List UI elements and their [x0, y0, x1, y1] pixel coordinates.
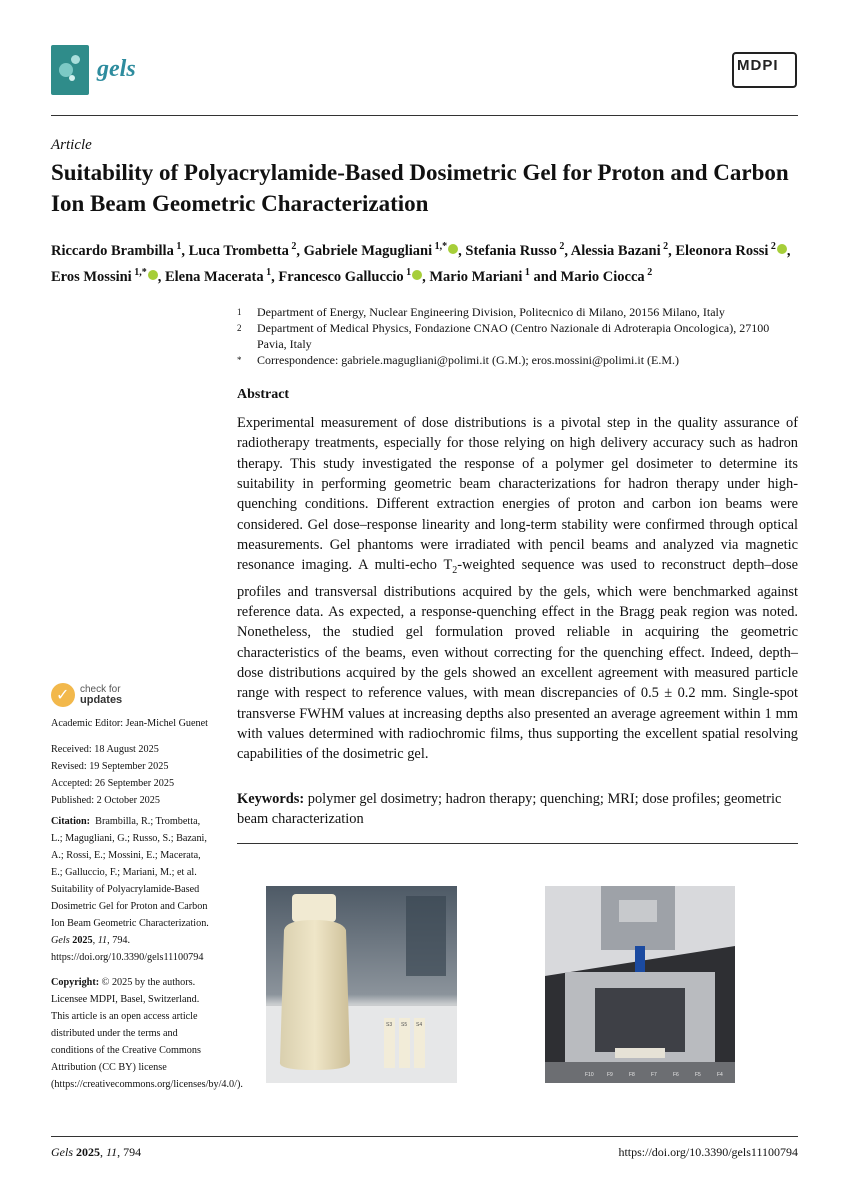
author-name: Mario Mariani [429, 268, 523, 285]
bottle-cap [292, 894, 336, 922]
author-name: Stefania Russo [465, 242, 557, 259]
academic-editor: Academic Editor: Jean-Michel Guenet [51, 718, 208, 729]
table-label: F4 [717, 1072, 723, 1078]
svg-text:S3S5S4 [386, 1022, 422, 1028]
table-label: F6 [673, 1072, 679, 1078]
author-name: Alessia Bazani [570, 242, 661, 259]
cuvette-label: S3 [386, 1022, 393, 1028]
beam-nozzle [635, 946, 645, 976]
article-type: Article [51, 137, 92, 153]
footer-citation: Gels 2025, 11, 794 [51, 1145, 142, 1159]
article-title: Suitability of Polyacrylamide-Based Dosimetric Gel for Proton and Carbon Ion Beam Geometric Characterization [51, 160, 789, 216]
author-name: Francesco Galluccio [278, 268, 404, 285]
citation: Citation: Brambilla, R.; Trombetta, L.; Magugliani, G.; Russo, S.; Bazani, A.; Rossi, E.; Mossini, E.; Macerata, E.; Galluccio, F.; Mariani, M.; et al. Suitability of Polyacrylamide-Based Dosimetric Gel for Proton and Carbon Ion Beam Geometric Characterization. Gels 2025, 11, 794. https://doi.org/10.3390/gels11100794 [51, 816, 209, 963]
abstract-text: Experimental measurement of dose distributions is a pivotal step in the quality assurance of radiotherapy treatments, especially for those relying on high delivery accuracy such as hadron therapy. This study investigated the response of a polymer gel dosimeter to determine its suitability in performing geometric beam characterizations for hadron therapy under high-quenching conditions. Different extraction energies of proton and carbon ion beams were considered. Gel dose–response linearity and long-term stability were confirmed through optical measurements. Gel phantoms were irradiated with pencil beams and analyzed via magnetic resonance imaging. A multi-echo $T_2$-weighted sequence was used to reconstruct depth–dose profiles and transversal distributions acquired by the gels, which were benchmarked against reference data. As expected, a response-quenching effect in the Bragg peak region was noted. Nonetheless, the studied gel formulation proved reliable in acquiring the geometric characteristics of the beams, even without correcting for the quenching effect. Indeed, depth–dose distributions acquired by the gels showed an excellent agreement with measured particle range with respect to reference values, with mean discrepancies of 0.5 ± 0.2 mm. Single-spot transverse FWHM values at increasing depths also presented an average agreement within 1 mm with values determined with radiochromic films, thus supporting the excellent spatial resolving capabilities of the dosimetric gel. [237, 415, 798, 763]
gel-bottle [280, 920, 350, 1070]
beam-setup-photo [545, 886, 735, 1083]
author-name: Luca Trombetta [188, 242, 289, 259]
table-label: F7 [651, 1072, 657, 1078]
abstract-rule [237, 843, 798, 844]
gel-phantom [615, 1048, 665, 1058]
author-name: Eleonora Rossi [675, 242, 769, 259]
affiliation: 1 Department of Energy, Nuclear Engineering Division, Politecnico di Milano, 20156 Milano, Italy [237, 305, 725, 319]
table-label: F5 [695, 1072, 701, 1078]
author-name: Gabriele Magugliani [303, 242, 433, 259]
keywords: Keywords: polymer gel dosimetry; hadron therapy; quenching; MRI; dose profiles; geometric beam characterization [237, 791, 782, 828]
author-name: Riccardo Brambilla [51, 242, 174, 259]
footer-rule [51, 1136, 798, 1137]
affiliation: 2 Department of Medical Physics, Fondazione CNAO (Centro Nazionale di Adroterapia Oncologica), 27100 Pavia, Italy [237, 321, 770, 351]
table-label: F8 [629, 1072, 635, 1078]
orcid-icon[interactable] [148, 270, 158, 280]
gel-bottle-photo [266, 886, 457, 1083]
orcid-icon[interactable] [412, 270, 422, 280]
dates: Received: 18 August 2025 Revised: 19 September 2025 Accepted: 26 September 2025 Published: 2 October 2025 [51, 744, 175, 806]
affiliation: * Correspondence: gabriele.magugliani@polimi.it (G.M.); eros.mossini@polimi.it (E.M.) [237, 353, 680, 367]
abstract-heading: Abstract [237, 387, 290, 402]
author-name: Eros Mossini [51, 268, 132, 285]
journal-name: gels [97, 56, 136, 82]
author-list: Riccardo Brambilla $^1$, Luca Trombetta $^2$, Gabriele Magugliani $^{1,*}$ , Stefania Russo $^2$, Alessia Bazani $^2$, Eleonora Rossi $^2$ , Eros Mossini $^{1,*}$ , Elena Macerata $^1$, Francesco Galluccio $^1$ , Mario Mariani $^1$ and Mario Ciocca $^2$ [51, 241, 791, 285]
author-name: Elena Macerata [164, 268, 264, 285]
table-label: F9 [607, 1072, 613, 1078]
header-rule [51, 115, 798, 116]
affiliations [237, 304, 797, 368]
orcid-icon[interactable] [448, 244, 458, 254]
copyright: Copyright: © 2025 by the authors. Licensee MDPI, Basel, Switzerland. This article is an open access article distributed under the terms and conditions of the Creative Commons Attribution (CC BY) license (https://creativecommons.org/licenses/by/4.0/). [51, 977, 243, 1090]
cuvette-label: S5 [401, 1022, 408, 1028]
footer-doi[interactable]: https://doi.org/10.3390/gels11100794 [618, 1145, 798, 1159]
table-label: F10 [585, 1072, 594, 1078]
author-name: Mario Ciocca [560, 268, 645, 285]
journal-logo [51, 45, 89, 95]
publisher-name: MDPI [737, 57, 779, 74]
cuvette-label: S4 [416, 1022, 423, 1028]
orcid-icon[interactable] [777, 244, 787, 254]
